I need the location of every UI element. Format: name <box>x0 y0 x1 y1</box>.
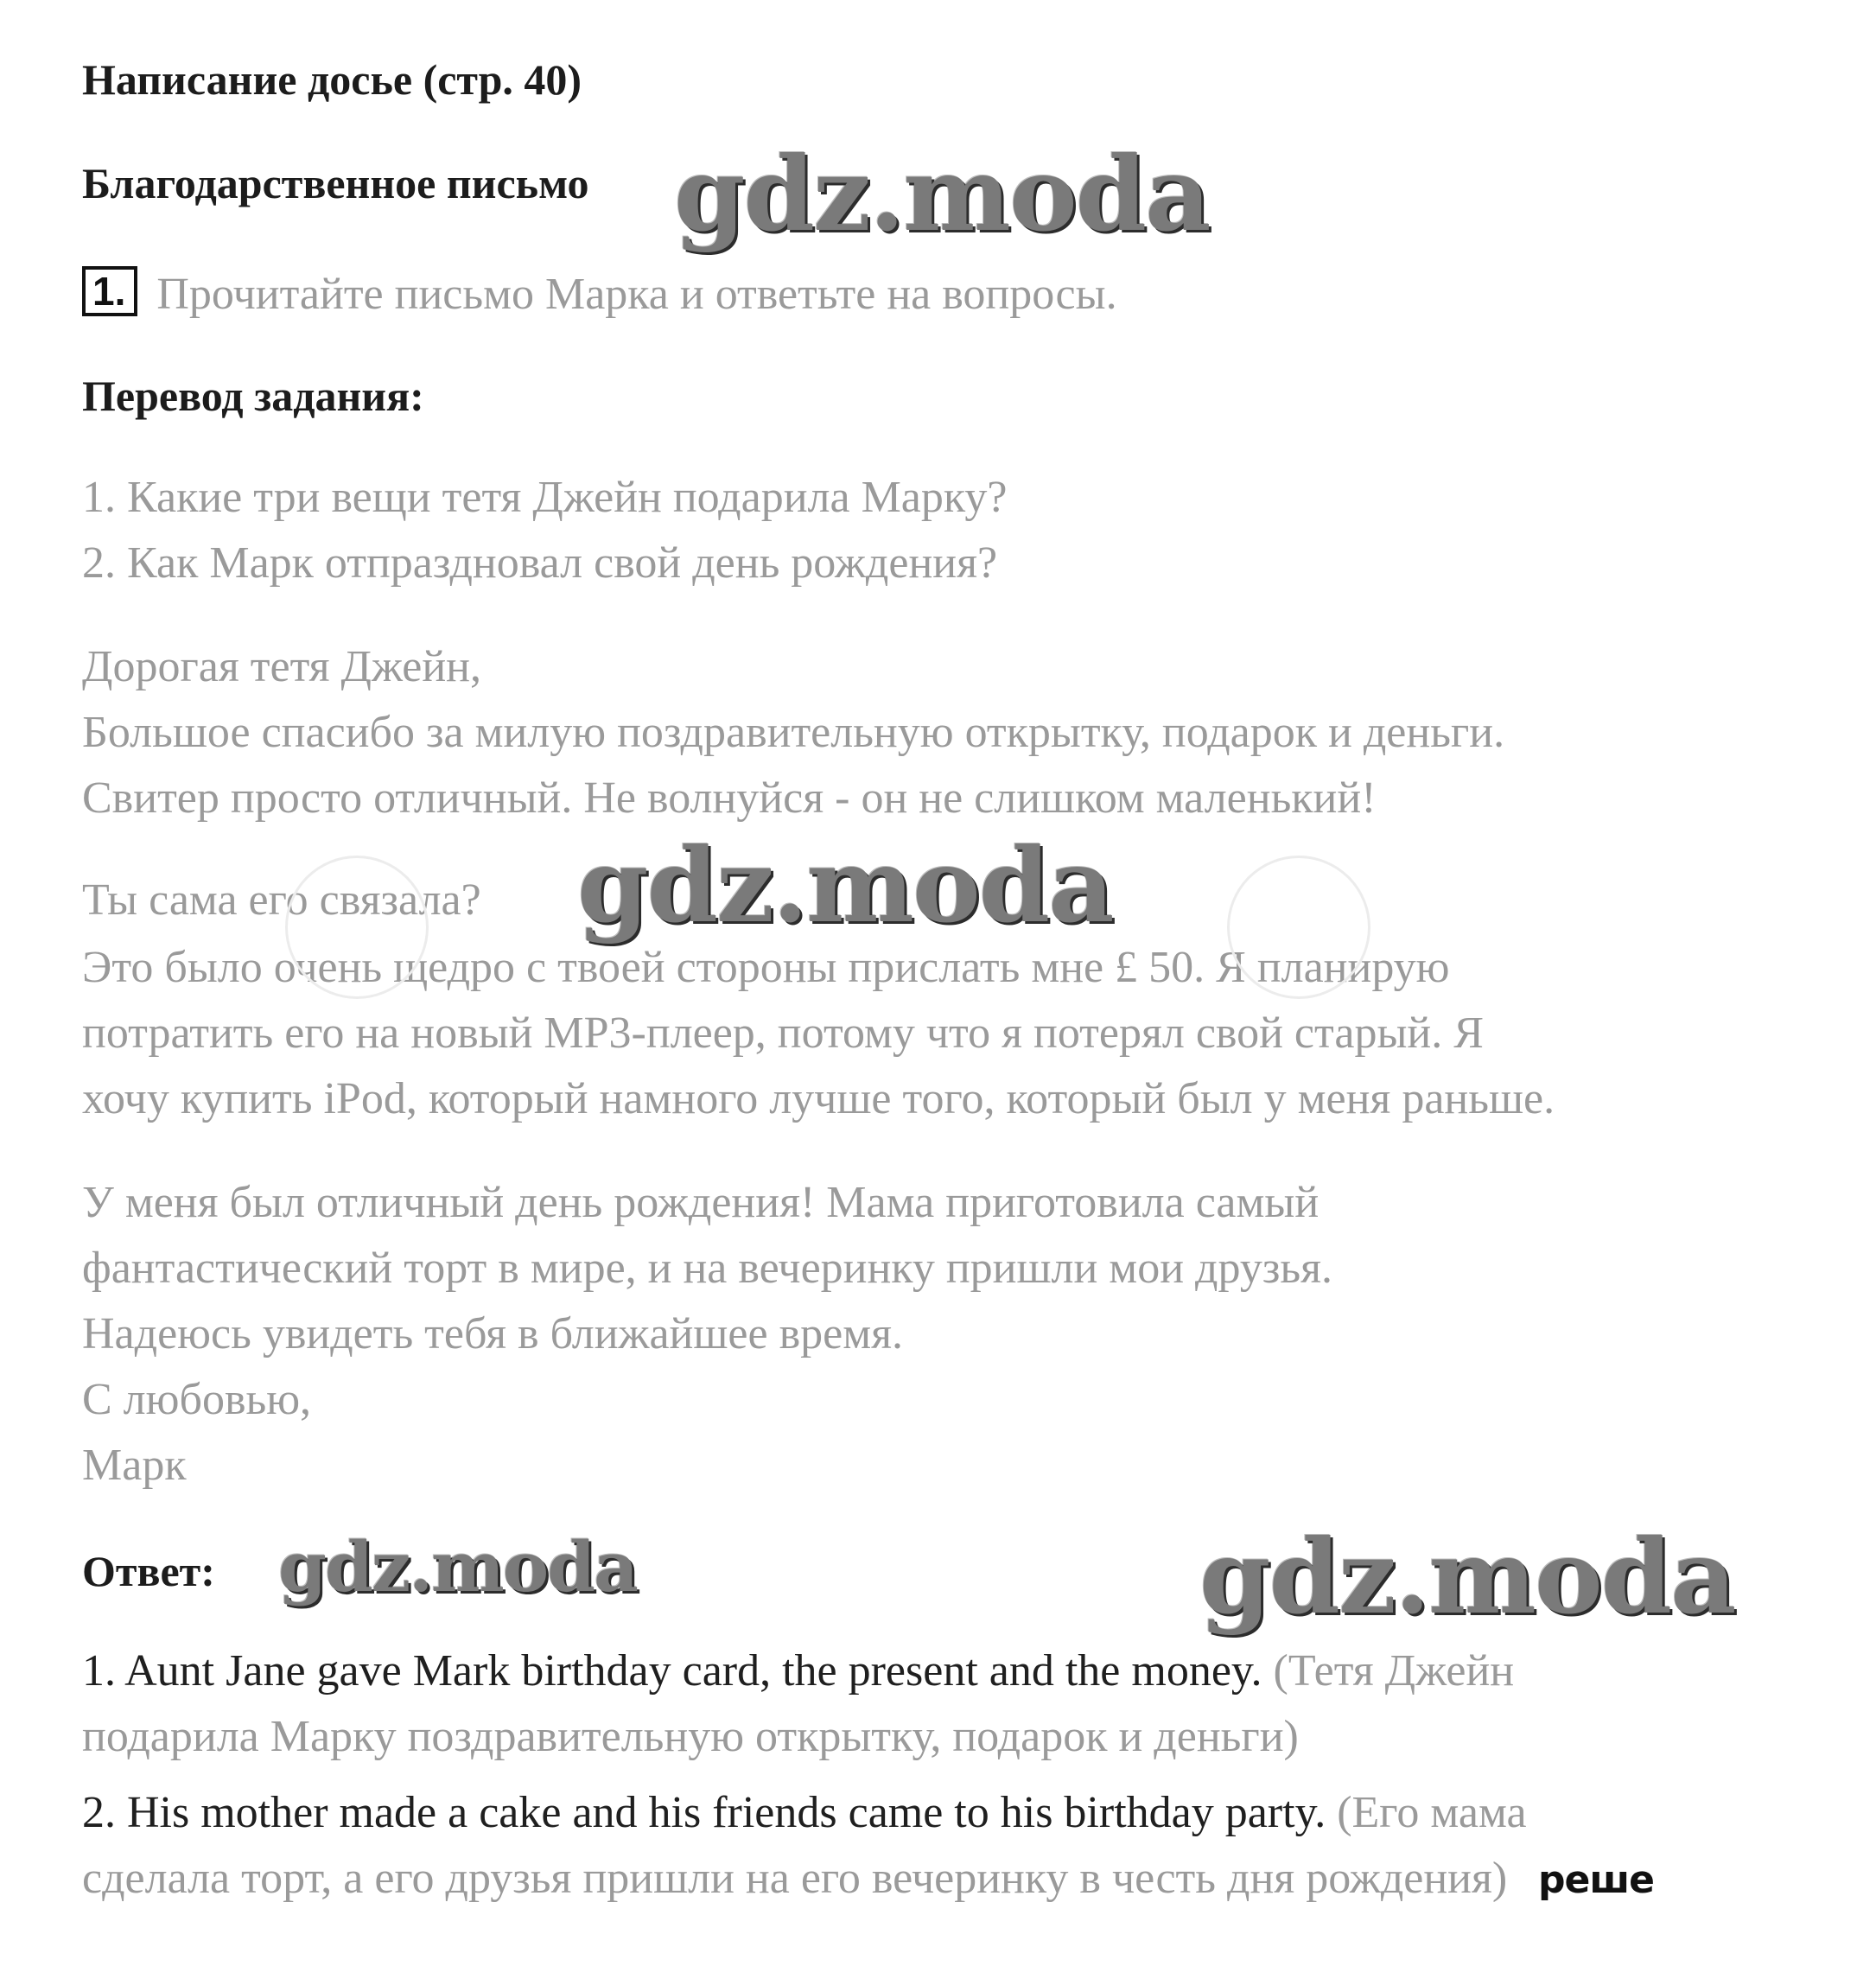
letter-closing: С любовью, <box>82 1375 312 1424</box>
subheading: Благодарственное письмо <box>82 159 589 207</box>
letter-line: Это было очень щедро с твоей стороны прислать мне £ 50. Я планирую <box>82 943 1450 992</box>
watermark-logo: gdz.moda <box>577 825 1113 945</box>
letter-line: У меня был отличный день рождения! Мама приготовила самый <box>82 1178 1320 1227</box>
answer-2 <box>82 1787 1527 1839</box>
letter-line: Свитер просто отличный. Не волнуйся - он не слишком маленький! <box>82 773 1377 823</box>
decorative-arc <box>1227 856 1370 999</box>
letter-greeting: Дорогая тетя Джейн, <box>82 642 482 691</box>
task-number-box: 1. <box>82 266 137 316</box>
watermark-logo: gdz.moda <box>278 1526 637 1607</box>
question-2: 2. Как Марк отпраздновал свой день рождения? <box>82 538 998 588</box>
answer-1-russian: подарила Марку поздравительную открытку, подарок и деньги) <box>82 1712 1299 1761</box>
letter-line: Надеюсь увидеть тебя в ближайшее время. <box>82 1309 904 1358</box>
letter-line: потратить его на новый MP3-плеер, потому что я потерял свой старый. Я <box>82 1008 1484 1058</box>
translation-title: Перевод задания: <box>82 372 424 420</box>
decorative-arc <box>285 856 429 999</box>
answer-2-russian: сделала торт, а его друзья пришли на его вечеринку в честь дня рождения) <box>82 1854 1508 1903</box>
question-1: 1. Какие три вещи тетя Джейн подарила Марку? <box>82 473 1008 522</box>
letter-line: фантастический торт в мире, и на вечеринку пришли мои друзья. <box>82 1244 1332 1293</box>
task-line <box>82 266 1117 321</box>
answer-2-russian-start: (Его мама <box>1337 1788 1527 1837</box>
page-heading: Написание досье (стр. 40) <box>82 55 582 104</box>
letter-line: Большое спасибо за милую поздравительную открытку, подарок и деньги. <box>82 708 1505 757</box>
answer-label: Ответ: <box>82 1547 215 1595</box>
letter-line: Ты сама его связала? <box>82 875 481 925</box>
answer-2-english: 2. His mother made a cake and his friends came to his birthday party. <box>82 1788 1326 1837</box>
corner-logo: реше <box>1538 1858 1654 1902</box>
answer-1-english: 1. Aunt Jane gave Mark birthday card, the present and the money. <box>82 1646 1262 1696</box>
letter-signature: Марк <box>82 1441 187 1490</box>
letter-line: хочу купить iPod, который намного лучше того, который был у меня раньше. <box>82 1074 1555 1123</box>
watermark-logo: gdz.moda <box>674 134 1210 254</box>
answer-1-russian-start: (Тетя Джейн <box>1273 1646 1515 1696</box>
task-text: Прочитайте письмо Марка и ответьте на вопросы. <box>156 270 1117 319</box>
answer-1 <box>82 1645 1514 1697</box>
watermark-logo: gdz.moda <box>1199 1517 1735 1637</box>
